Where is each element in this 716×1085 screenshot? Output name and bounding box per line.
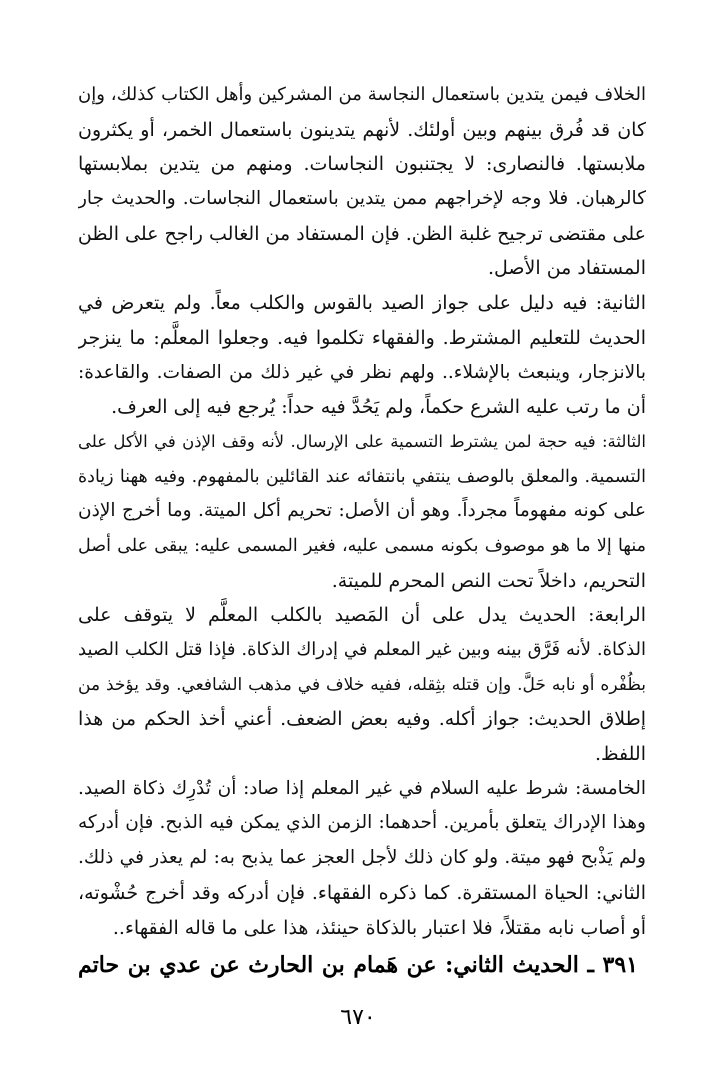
- text-line: ملابستها. فالنصارى: لا يجتنبون النجاسات. ومنهم من يتدين بملابستها: [78, 153, 646, 176]
- text-line: الثالثة: فيه حجة لمن يشترط التسمية على الإرسال. لأنه وقف الإذن في الأكل على: [78, 431, 646, 451]
- text-line: الخلاف فيمن يتدين باستعمال النجاسة من المشركين وأهل الكتاب كذلك، وإن: [78, 84, 646, 105]
- text-line: الذكاة. لأنه فَرَّق بينه وبين غير المعلم في إدراك الذكاة. فإذا قتل الكلب الصيد: [78, 639, 646, 660]
- text-line: كان قد فُرق بينهم وبين أولئك. لأنهم يتدينون باستعمال الخمر، أو يكثرون: [78, 118, 646, 141]
- text-line: الثاني: الحياة المستقرة. كما ذكره الفقهاء. فإن أدركه وقد أخرج حُشْوته،: [78, 881, 646, 904]
- page-number: ٦٧٠: [340, 1005, 376, 1030]
- text-line: كالرهبان. فلا وجه لإخراجهم ممن يتدين باستعمال النجاسات. والحديث جار: [78, 188, 646, 210]
- text-line: بالانزجار، وينبعث بالإشلاء.. ولهم نظر في غير ذلك من الصفات. والقاعدة:: [78, 361, 646, 383]
- text-line: إطلاق الحديث: جواز أكله. وفيه بعض الضعف. أعني أخذ الحكم من هذا: [78, 708, 646, 731]
- text-line: الثانية: فيه دليل على جواز الصيد بالقوس والكلب معاً. ولم يتعرض في: [78, 292, 646, 315]
- text-line: ولم يَذْبح فهو ميتة. ولو كان ذلك لأجل العجز عما يذبح به: لم يعذر في ذلك.: [78, 847, 646, 869]
- text-line: الرابعة: الحديث يدل على أن المَصيد بالكلب المعلَّم لا يتوقف على: [78, 604, 646, 627]
- text-line: التسمية. والمعلق بالوصف ينتفي بانتفائه عند القائلين بالمفهوم. وفيه ههنا زيادة: [78, 466, 646, 487]
- hadith-heading: ٣٩١ ـ الحديث الثاني: عن هَمام بن الحارث عن عدي بن حاتم: [78, 952, 638, 978]
- text-line: على كونه مفهوماً مجرداً. وهو أن الأصل: تحريم أكل الميتة. وما أخرج الإذن: [78, 500, 646, 522]
- text-line: أو أصاب نابه مقتلاً، فلا اعتبار بالذكاة حينئذ، هذا على ما قاله الفقهاء..: [112, 916, 646, 939]
- text-line: الحديث للتعليم المشترط. والفقهاء تكلموا فيه. وجعلوا المعلَّم: ما ينزجر: [78, 326, 646, 349]
- commentary-text: [78, 78, 646, 945]
- text-line: منها إلا ما هو موصوف بكونه مسمى عليه، فغير المسمى عليه: يبقى على أصل: [78, 535, 646, 556]
- text-line: اللفظ.: [594, 743, 646, 766]
- text-line: المستفاد من الأصل.: [488, 257, 646, 280]
- text-line: أن ما رتب عليه الشرع حكماً، ولم يَحُدَّ فيه حداً: يُرجع فيه إلى العرف.: [111, 396, 646, 419]
- text-line: الخامسة: شرط عليه السلام في غير المعلم إذا صاد: أن تُدْرِك ذكاة الصيد.: [78, 777, 646, 799]
- text-line: على مقتضى ترجيح غلبة الظن. فإن المستفاد من الغالب راجح على الظن: [78, 222, 646, 245]
- text-line: وهذا الإدراك يتعلق بأمرين. أحدهما: الزمن الذي يمكن فيه الذبح. فإن أدركه: [78, 812, 646, 834]
- text-line: التحريم، داخلاً تحت النص المحرم للميتة.: [331, 569, 646, 592]
- text-line: بظُفْره أو نابه حَلَّ. وإن قتله بثِقله، ففيه خلاف في مذهب الشافعي. وقد يؤخذ من: [78, 674, 646, 695]
